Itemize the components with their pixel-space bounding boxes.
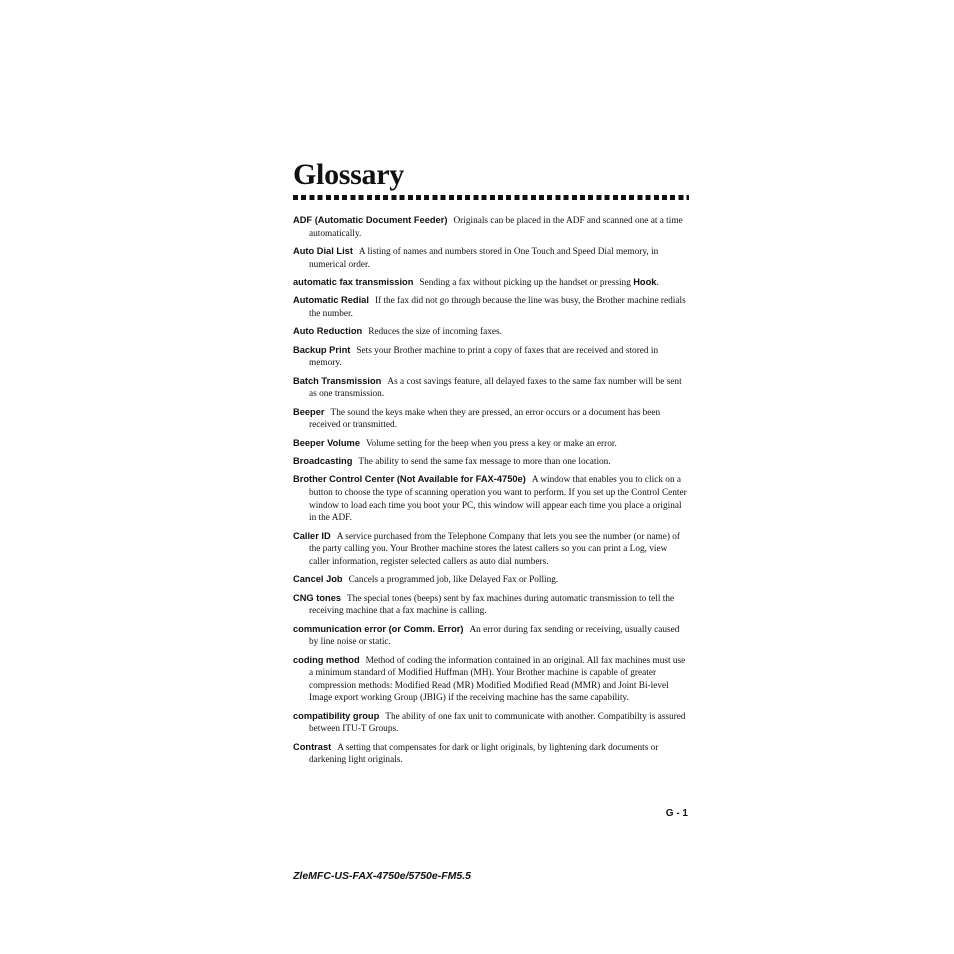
glossary-list xyxy=(293,214,689,772)
glossary-entry-contrast xyxy=(293,741,689,767)
glossary-entry-cancel-job xyxy=(293,573,689,587)
glossary-term: Contrast xyxy=(293,741,332,752)
glossary-definition: Originals can be placed in the ADF and scanned one at a time automatically. xyxy=(309,216,683,239)
glossary-definition: Cancels a programmed job, like Delayed Fax or Polling. xyxy=(348,575,559,586)
glossary-entry-backup-print xyxy=(293,344,689,370)
glossary-entry-auto-dial-list xyxy=(293,245,689,271)
glossary-emphasis: Hook xyxy=(633,276,657,287)
glossary-entry-coding-method xyxy=(293,654,689,705)
glossary-definition: Volume setting for the beep when you press a key or make an error. xyxy=(366,438,617,449)
glossary-entry-communication-error xyxy=(293,623,689,649)
glossary-term: Auto Reduction xyxy=(293,326,363,337)
glossary-entry-beeper-volume xyxy=(293,437,689,451)
glossary-entry-compatibility-group xyxy=(293,710,689,736)
glossary-term: ADF (Automatic Document Feeder) xyxy=(293,215,448,225)
glossary-definition: A setting that compensates for dark or light originals, by lightening dark documents or darkening light originals. xyxy=(309,742,659,766)
glossary-term: Beeper Volume xyxy=(293,437,360,448)
glossary-entry-automatic-redial xyxy=(293,294,689,320)
glossary-definition: If the fax did not go through because the line was busy, the Brother machine redials the number. xyxy=(309,296,686,319)
glossary-entry-broadcasting xyxy=(293,455,689,469)
glossary-term: communication error (or Comm. Error) xyxy=(293,623,464,634)
glossary-term: automatic fax transmission xyxy=(293,276,414,287)
glossary-term: Beeper xyxy=(293,406,325,417)
glossary-entry-adf xyxy=(293,214,689,240)
glossary-term: Batch Transmission xyxy=(293,375,382,386)
glossary-entry-batch-transmission xyxy=(293,375,689,401)
glossary-definition: The sound the keys make when they are pressed, an error occurs or a document has been received or transmitted. xyxy=(309,407,661,431)
document-footer: ZleMFC-US-FAX-4750e/5750e-FM5.5 xyxy=(293,870,471,882)
glossary-entry-cng-tones xyxy=(293,592,689,618)
glossary-definition: The ability to send the same fax message to more than one location. xyxy=(358,457,611,468)
title-dotted-rule xyxy=(293,195,689,200)
glossary-definition-end: . xyxy=(656,277,659,288)
glossary-entry-auto-reduction xyxy=(293,325,689,339)
glossary-definition: A window that enables you to click on a button to choose the type of scanning operation you want to perform. If you set up the Control Center window to load each time you boot your PC, this window will appear each time you place a original in the ADF. xyxy=(309,475,687,524)
glossary-term: Broadcasting xyxy=(293,456,353,467)
glossary-term: compatibility group xyxy=(293,710,380,721)
glossary-term: Brother Control Center (Not Available for FAX-4750e) xyxy=(293,474,526,485)
page-title: Glossary xyxy=(293,158,404,191)
glossary-entry-automatic-fax-transmission xyxy=(293,276,689,290)
glossary-term: Caller ID xyxy=(293,530,331,541)
glossary-definition: The special tones (beeps) sent by fax machines during automatic transmission to tell the receiving machine that a fax machine is calling. xyxy=(309,593,675,617)
glossary-definition: Sending a fax without picking up the handset or pressing xyxy=(419,277,631,288)
glossary-entry-brother-control-center xyxy=(293,473,689,524)
glossary-definition: Reduces the size of incoming faxes. xyxy=(368,327,502,338)
glossary-definition: Sets your Brother machine to print a copy of faxes that are received and stored in memory. xyxy=(309,345,659,369)
glossary-term: Auto Dial List xyxy=(293,245,353,256)
glossary-definition: A service purchased from the Telephone Company that lets you see the number (or name) of the party calling you. Your Brother machine stores the latest callers so you can print a Log, view caller information, register selected callers as auto dial numbers. xyxy=(309,531,681,567)
glossary-definition: A listing of names and numbers stored in One Touch and Speed Dial memory, in numerical order. xyxy=(309,246,659,270)
page-number: G - 1 xyxy=(665,808,688,819)
glossary-entry-caller-id xyxy=(293,530,689,569)
glossary-definition: An error during fax sending or receiving, usually caused by line noise or static. xyxy=(309,624,680,648)
glossary-term: Cancel Job xyxy=(293,574,343,585)
glossary-definition: Method of coding the information contained in an original. All fax machines must use a minimum standard of Modified Huffman (MH). Your Brother machine is capable of greater compression methods: Modified Read (MR) Modified Modified Read (MMR) and Joint Bi-level Image export working Group (JBIG) if the receiving machine has the same capability. xyxy=(309,655,686,704)
glossary-term: coding method xyxy=(293,654,360,665)
glossary-term: Automatic Redial xyxy=(293,295,369,306)
glossary-definition: The ability of one fax unit to communicate with another. Compatibilty is assured between ITU-T Groups. xyxy=(309,711,686,735)
glossary-term: CNG tones xyxy=(293,592,342,603)
glossary-entry-beeper xyxy=(293,406,689,432)
glossary-definition: As a cost savings feature, all delayed faxes to the same fax number will be sent as one transmission. xyxy=(309,376,682,400)
glossary-term: Backup Print xyxy=(293,344,351,355)
